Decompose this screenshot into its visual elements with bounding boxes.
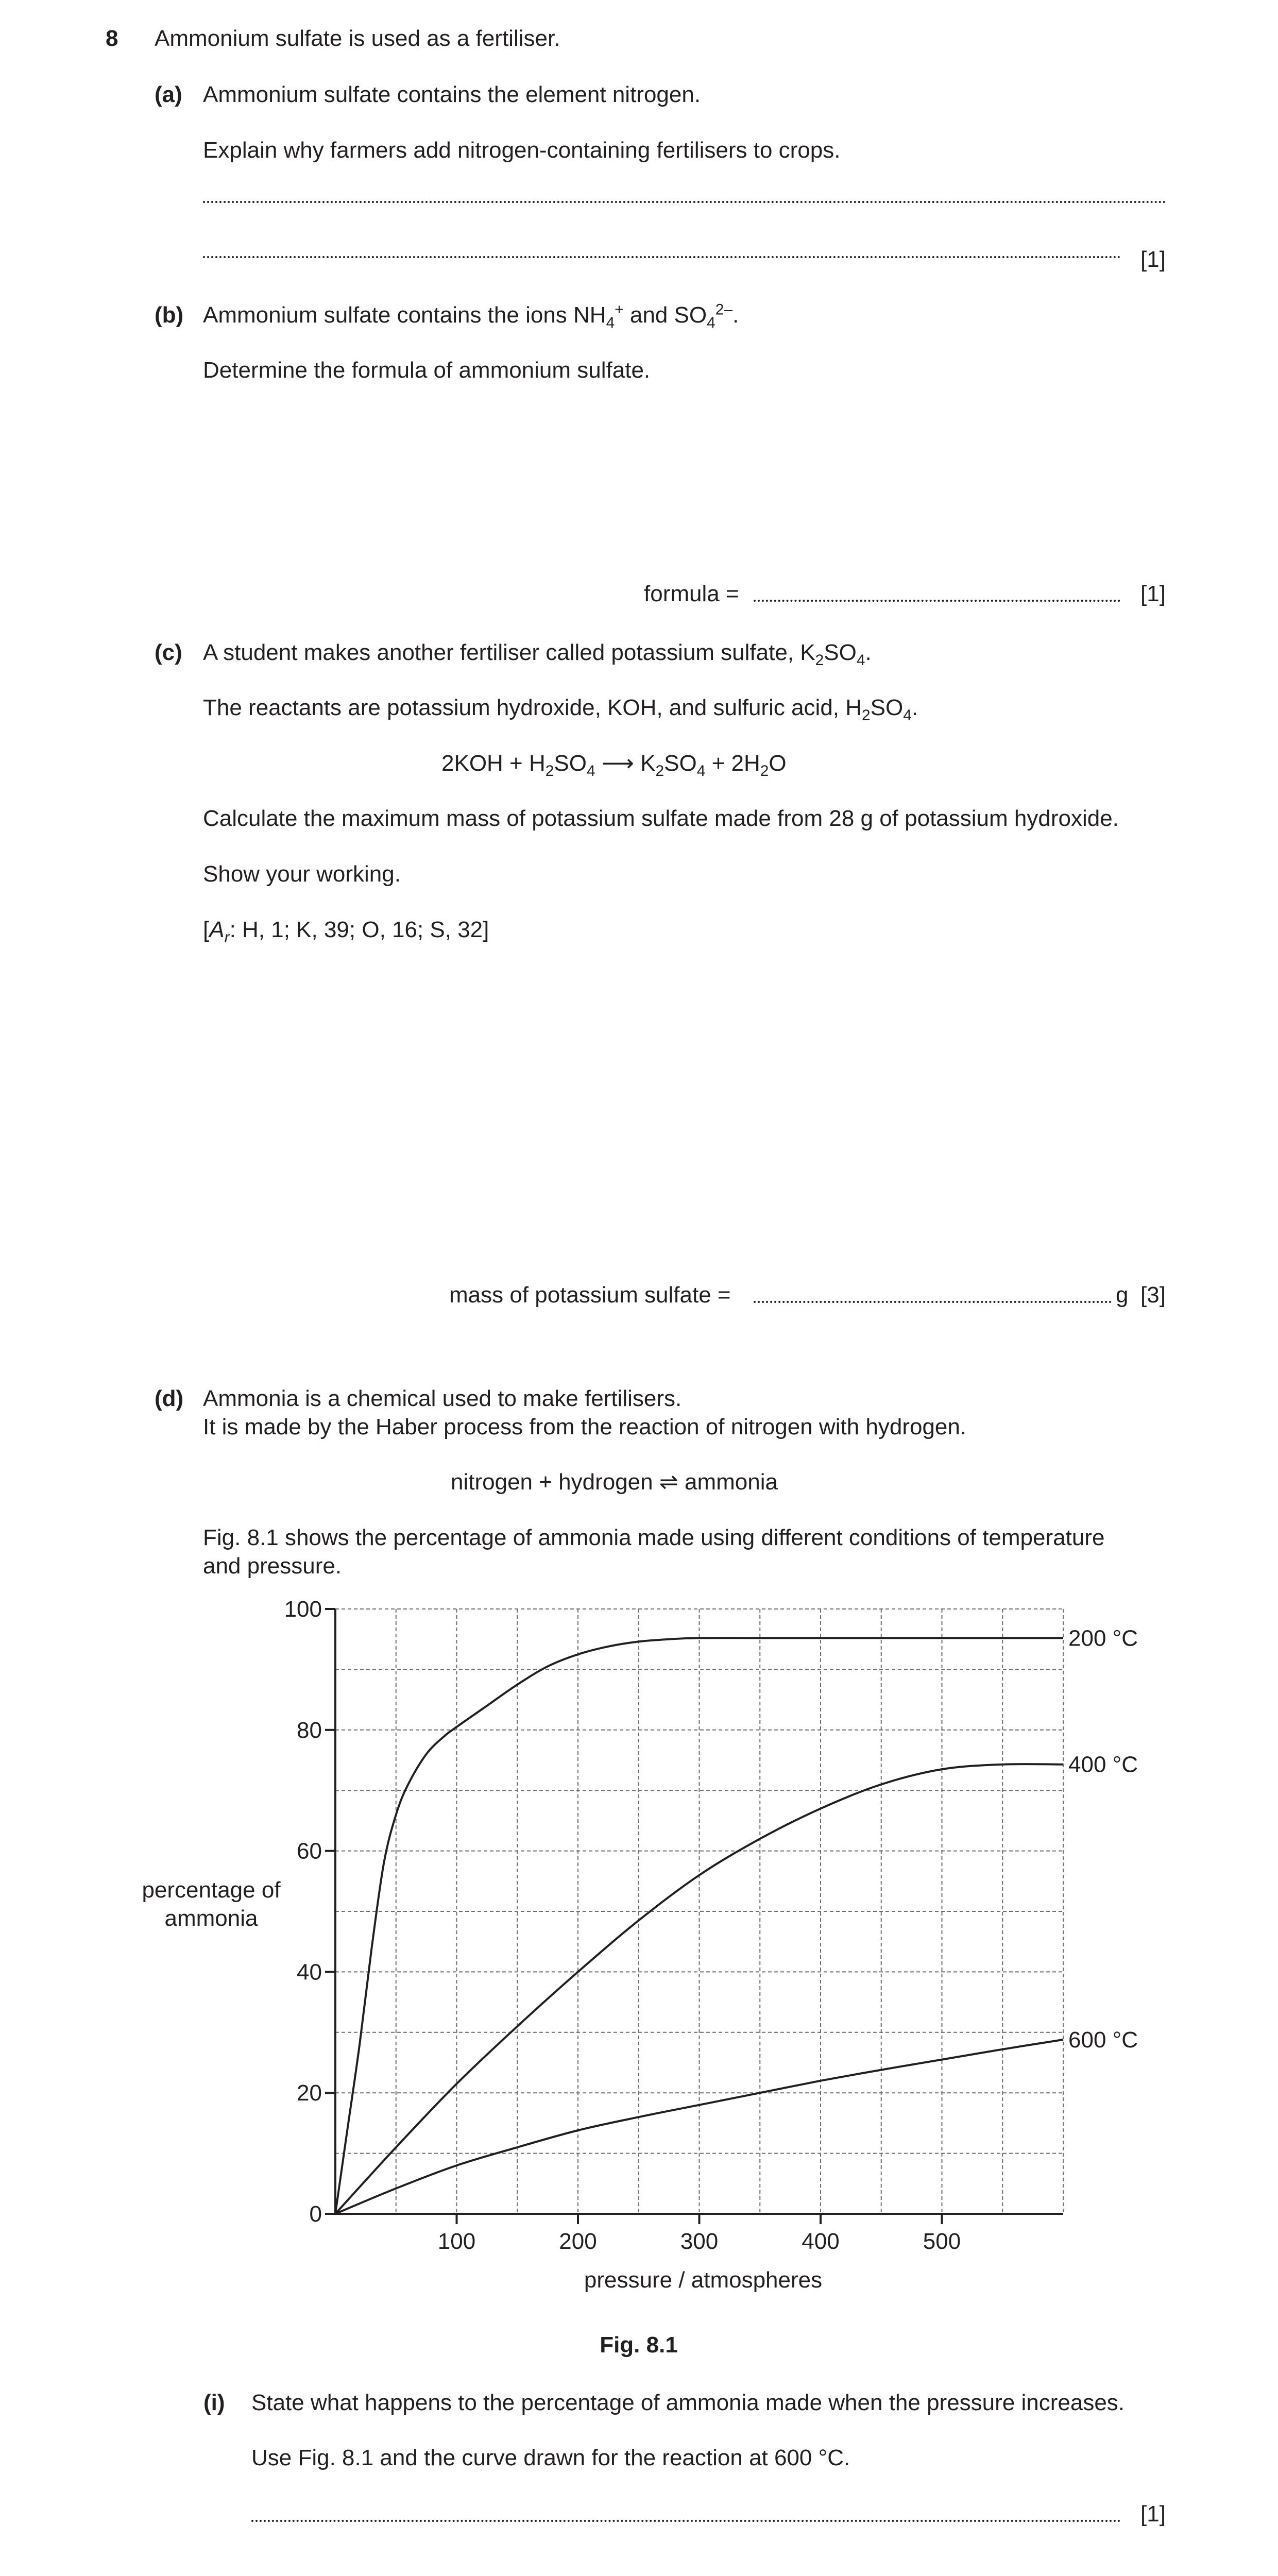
part-c-text-1: A student makes another fertiliser called potassium sulfate, $K_2SO_4$. [203,640,872,669]
y-axis-label-line-1: percentage of [142,1877,281,1903]
reaction-arrow-icon: ⟶ [601,751,634,776]
series-label-1: 200 °C [1068,1625,1138,1651]
y-tick-label: 20 [297,2080,322,2106]
equilibrium-arrow-icon: ⇌ [659,1469,678,1495]
x-tick-label: 200 [559,2229,597,2254]
chart-grid [335,1609,1063,2214]
part-d-i-marks: [1] [1140,2501,1166,2527]
part-c-marks: [3] [1140,1282,1166,1308]
series-label-3: 600 °C [1068,2027,1138,2053]
y-tick-label: 80 [297,1717,322,1743]
part-d-equation: nitrogen + hydrogen ⇌ ammonia [451,1469,778,1495]
part-c-relative-masses: [$A_r$: H, 1; K, 39; O, 16; S, 32] [203,917,489,946]
part-d-fig-intro-2: and pressure. [203,1553,342,1579]
y-axis-label-line-2: ammonia [164,1906,258,1931]
y-tick-label: 0 [309,2201,322,2227]
chart-labels [1068,1625,1138,2053]
y-tick-label: 100 [284,1597,322,1622]
y-tick-label: 60 [297,1838,322,1864]
part-d-text-1: Ammonia is a chemical used to make fertilisers. [203,1386,682,1411]
part-d-i-text-2: Use Fig. 8.1 and the curve drawn for the reaction at 600 °C. [251,2445,850,2470]
part-c-equation: $2KOH + H_2SO_4$ ⟶ $K_2SO_4 + 2H_2O$ [441,751,787,779]
x-axis-label: pressure / atmospheres [584,2267,823,2293]
part-c-label: (c) [155,640,182,665]
figure-caption: Fig. 8.1 [600,2332,678,2358]
part-d-text-2: It is made by the Haber process from the reaction of nitrogen with hydrogen. [203,1414,967,1439]
x-tick-label: 100 [437,2229,476,2254]
x-tick-label: 400 [802,2229,840,2254]
part-d-i-text-1: State what happens to the percentage of ammonia made when the pressure increases. [251,2390,1125,2415]
series-line-3 [335,2040,1063,2214]
chart-ticks [284,1597,961,2254]
question-number: 8 [106,26,118,51]
part-c-text-3: Calculate the maximum mass of potassium sulfate made from 28 g of potassium hydroxide. [203,806,1119,831]
part-b-text-2: Determine the formula of ammonium sulfate. [203,358,651,383]
x-tick-label: 500 [923,2229,961,2254]
part-c-text-4: Show your working. [203,861,401,887]
y-tick-label: 40 [297,1959,322,1985]
part-c-text-2: The reactants are potassium hydroxide, KOH, and sulfuric acid, $H_2SO_4$. [203,695,918,724]
part-b-answer-label: formula = [644,581,739,606]
part-a-text-2: Explain why farmers add nitrogen-containing fertilisers to crops. [203,138,841,163]
part-d-i-answer-line[interactable] [251,2520,1121,2522]
part-d-i-label: (i) [203,2390,225,2415]
part-a-marks: [1] [1140,247,1166,272]
part-b-label: (b) [155,302,184,328]
part-d-fig-intro-1: Fig. 8.1 shows the percentage of ammonia made using different conditions of temperature [203,1525,1105,1550]
question-stem: Ammonium sulfate is used as a fertiliser. [155,26,560,51]
series-label-2: 400 °C [1068,1752,1138,1777]
part-b-marks: [1] [1140,581,1166,606]
part-a-text-1: Ammonium sulfate contains the element nitrogen. [203,82,701,107]
part-b-text-1: Ammonium sulfate contains the ions $NH_4^+$ and $SO_4^{2-}$. [203,301,739,331]
part-d-label: (d) [155,1386,184,1411]
part-c-answer-label: mass of potassium sulfate = [449,1282,731,1308]
part-a-label: (a) [155,82,182,107]
x-tick-label: 300 [680,2229,719,2254]
part-c-unit: g [1116,1282,1129,1308]
